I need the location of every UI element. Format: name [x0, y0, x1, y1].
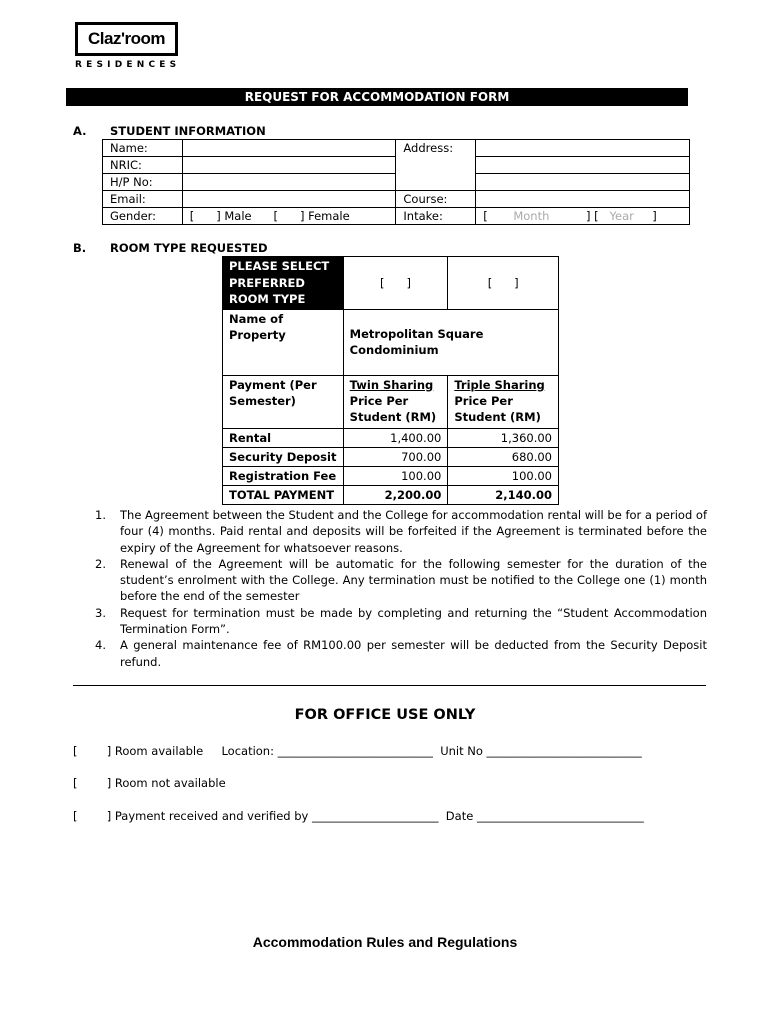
address-label: Address:: [396, 140, 476, 191]
twin-header-title: Twin Sharing: [349, 377, 434, 392]
logo: [75, 22, 178, 56]
property-value: Metropolitan Square Condominium: [343, 309, 558, 375]
section-b-letter: B.: [73, 241, 87, 255]
list-number: 1.: [95, 508, 106, 522]
twin-total: 2,200.00: [343, 485, 448, 504]
list-text: Renewal of the Agreement will be automatic for the following semester for the duration of the student’s enrolment with the College. Any termination must be notified to the College one (1) month before the end of the semester: [120, 556, 707, 604]
triple-header-sub: Price Per Student (RM): [454, 393, 541, 424]
list-number: 2.: [95, 556, 106, 571]
section-a-letter: A.: [73, 124, 87, 138]
logo-subtitle: RESIDENCES: [75, 60, 181, 70]
intake-bracket: ] [: [585, 209, 599, 223]
address-field-2[interactable]: [476, 157, 690, 174]
payment-verified-line[interactable]: [ ] Payment received and verified by ______________________ Date _____________________________: [73, 809, 644, 823]
list-text: The Agreement between the Student and the College for accommodation rental will be for a period of four (4) months. Paid rental and deposits will be forfeited if the Agreement is terminated before the expiry of the Agreement for whatsoever reasons.: [120, 508, 707, 555]
course-label: Course:: [396, 191, 476, 208]
list-item: [95, 605, 707, 638]
email-field[interactable]: [182, 191, 396, 208]
triple-rental: 1,360.00: [448, 428, 559, 447]
list-number: 4.: [95, 638, 106, 653]
twin-sharing-checkbox[interactable]: [ ]: [343, 257, 448, 310]
intake-bracket: ]: [652, 209, 657, 223]
terms-list: [95, 507, 707, 670]
rules-heading: Accommodation Rules and Regulations: [252, 934, 518, 950]
gender-label: Gender:: [103, 208, 183, 225]
section-b-title: ROOM TYPE REQUESTED: [110, 241, 268, 255]
gender-options[interactable]: [ ] Male [ ] Female: [182, 208, 396, 225]
student-info-table: [102, 139, 690, 225]
hp-field[interactable]: [182, 174, 396, 191]
row-label: Rental: [223, 428, 344, 447]
list-text: A general maintenance fee of RM100.00 per semester will be deducted from the Security Deposit refund.: [120, 638, 707, 669]
list-text: Request for termination must be made by completing and returning the “Student Accommodation Termination Form”.: [120, 605, 707, 637]
address-field-1[interactable]: [476, 140, 690, 157]
name-field[interactable]: [182, 140, 396, 157]
triple-total: 2,140.00: [448, 485, 559, 504]
row-label: Registration Fee: [223, 466, 344, 485]
twin-registration: 100.00: [343, 466, 448, 485]
year-placeholder: Year: [609, 209, 634, 223]
nric-label: NRIC:: [103, 157, 183, 174]
list-item: [95, 637, 707, 670]
nric-field[interactable]: [182, 157, 396, 174]
property-label: Name of Property: [223, 309, 344, 375]
intake-bracket: [: [483, 209, 488, 223]
office-use-title: FOR OFFICE USE ONLY: [294, 707, 476, 723]
email-label: Email:: [103, 191, 183, 208]
section-a-title: STUDENT INFORMATION: [110, 124, 266, 138]
triple-sharing-checkbox[interactable]: [ ]: [448, 257, 559, 310]
select-room-header: PLEASE SELECT PREFERRED ROOM TYPE: [223, 257, 344, 310]
triple-header: [448, 375, 559, 428]
address-field-3[interactable]: [476, 174, 690, 191]
intake-label: Intake:: [396, 208, 476, 225]
twin-header-sub: Price Per Student (RM): [349, 393, 437, 424]
row-label: Security Deposit: [223, 447, 344, 466]
room-not-available-line[interactable]: [ ] Room not available: [73, 776, 226, 790]
payment-label: Payment (Per Semester): [223, 375, 344, 428]
intake-field[interactable]: [476, 208, 690, 225]
twin-header: [343, 375, 448, 428]
triple-header-title: Triple Sharing: [454, 377, 545, 392]
room-available-line[interactable]: [ ] Room available Location: ___________________________ Unit No ___________________________: [73, 744, 642, 758]
name-label: Name:: [103, 140, 183, 157]
list-item: [95, 556, 707, 605]
twin-rental: 1,400.00: [343, 428, 448, 447]
list-number: 3.: [95, 605, 106, 620]
room-type-table: [222, 256, 559, 505]
row-label: TOTAL PAYMENT: [223, 485, 344, 504]
triple-deposit: 680.00: [448, 447, 559, 466]
hp-label: H/P No:: [103, 174, 183, 191]
list-item: [95, 507, 707, 556]
divider: [73, 685, 706, 686]
month-placeholder: Month: [513, 209, 550, 223]
triple-registration: 100.00: [448, 466, 559, 485]
twin-deposit: 700.00: [343, 447, 448, 466]
logo-text: Claz'room: [88, 29, 165, 48]
form-title: REQUEST FOR ACCOMMODATION FORM: [66, 88, 688, 106]
course-field[interactable]: [476, 191, 690, 208]
